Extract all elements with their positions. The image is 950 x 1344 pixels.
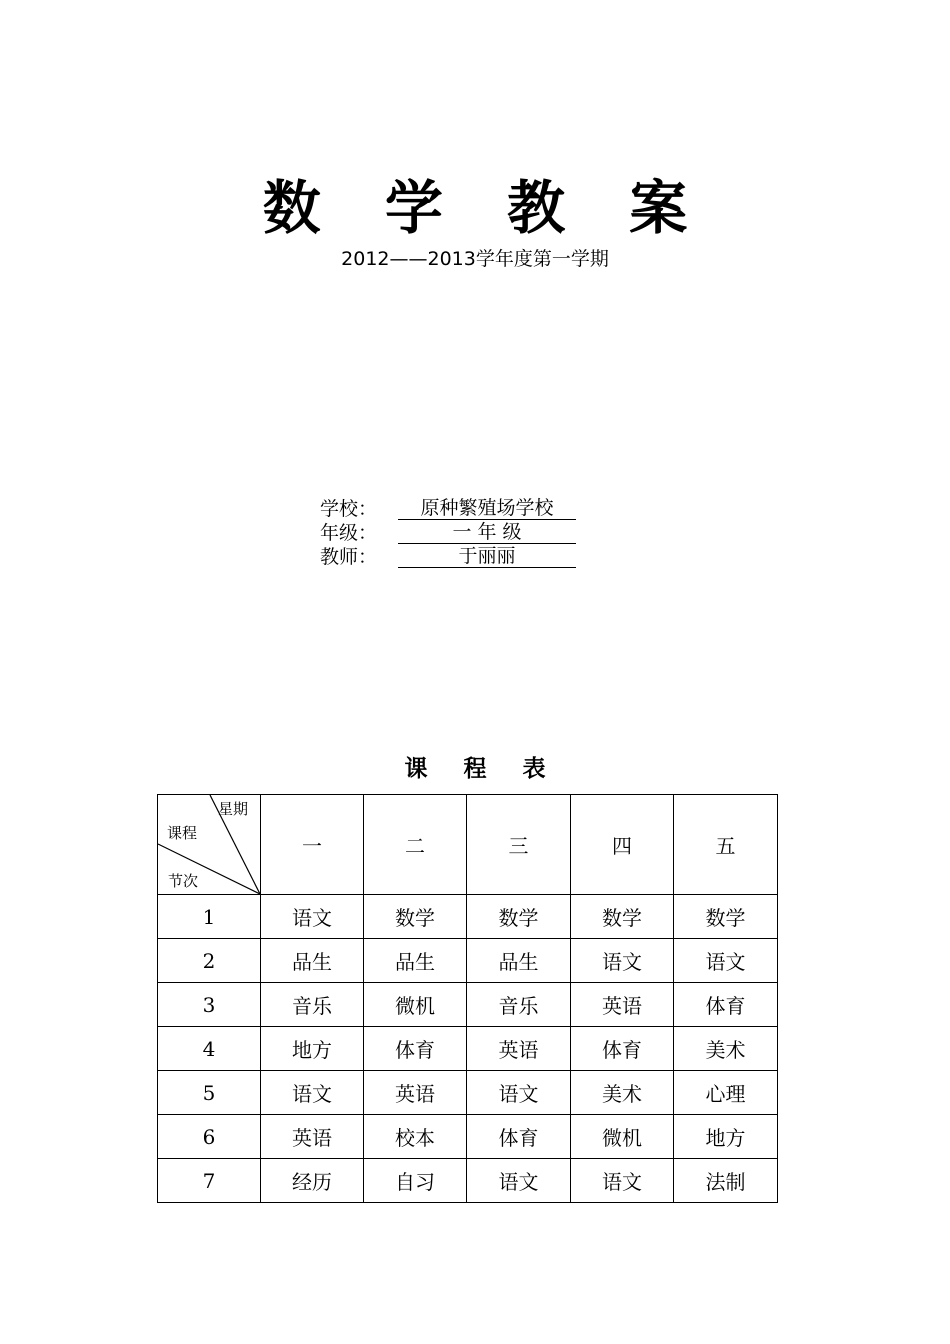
corner-weekday-label: 星期 <box>218 800 249 818</box>
subject-cell: 音乐 <box>261 983 364 1027</box>
subject-cell: 法制 <box>674 1159 778 1203</box>
subject-cell: 经历 <box>261 1159 364 1203</box>
table-row <box>158 983 778 1027</box>
subject-cell: 自习 <box>364 1159 467 1203</box>
teacher-info-block <box>320 497 620 569</box>
table-row <box>158 1159 778 1203</box>
subject-cell: 品生 <box>467 939 571 983</box>
subject-cell: 数学 <box>364 895 467 939</box>
teacher-label: 教师： <box>320 546 378 568</box>
period-number: 3 <box>158 983 261 1027</box>
subject-cell: 语文 <box>261 895 364 939</box>
school-year-subtitle: 2012——2013学年度第一学期 <box>341 248 609 270</box>
day-header: 二 <box>364 795 467 895</box>
subject-cell: 音乐 <box>467 983 571 1027</box>
subject-cell: 英语 <box>364 1071 467 1115</box>
day-header: 一 <box>261 795 364 895</box>
subject-cell: 数学 <box>467 895 571 939</box>
subject-cell: 校本 <box>364 1115 467 1159</box>
subject-cell: 美术 <box>674 1027 778 1071</box>
subject-cell: 英语 <box>571 983 674 1027</box>
grade-label: 年级： <box>320 522 378 544</box>
subject-cell: 体育 <box>467 1115 571 1159</box>
subject-cell: 美术 <box>571 1071 674 1115</box>
document-title: 数 学 教 案 <box>262 174 710 242</box>
table-row <box>158 1071 778 1115</box>
subject-cell: 语文 <box>571 1159 674 1203</box>
schedule-title: 课 程 表 <box>404 756 560 782</box>
corner-header-cell <box>158 795 261 895</box>
subject-cell: 品生 <box>364 939 467 983</box>
subject-cell: 微机 <box>571 1115 674 1159</box>
period-number: 6 <box>158 1115 261 1159</box>
day-header: 五 <box>674 795 778 895</box>
corner-course-label: 课程 <box>167 824 198 842</box>
teacher-row <box>320 545 620 569</box>
teacher-value: 于丽丽 <box>398 545 576 568</box>
subject-cell: 语文 <box>467 1159 571 1203</box>
period-number: 5 <box>158 1071 261 1115</box>
subject-cell: 地方 <box>674 1115 778 1159</box>
corner-period-label: 节次 <box>168 872 199 890</box>
table-row <box>158 895 778 939</box>
subject-cell: 体育 <box>364 1027 467 1071</box>
subject-cell: 语文 <box>571 939 674 983</box>
table-row <box>158 939 778 983</box>
table-row <box>158 1027 778 1071</box>
subject-cell: 数学 <box>674 895 778 939</box>
subject-cell: 语文 <box>467 1071 571 1115</box>
school-label: 学校： <box>320 498 378 520</box>
header-row <box>158 795 778 895</box>
class-schedule-table <box>157 794 778 1203</box>
school-value: 原种繁殖场学校 <box>398 497 576 520</box>
day-header: 三 <box>467 795 571 895</box>
subject-cell: 数学 <box>571 895 674 939</box>
period-number: 7 <box>158 1159 261 1203</box>
subject-cell: 语文 <box>261 1071 364 1115</box>
subject-cell: 品生 <box>261 939 364 983</box>
school-row <box>320 497 620 521</box>
subject-cell: 心理 <box>674 1071 778 1115</box>
subject-cell: 地方 <box>261 1027 364 1071</box>
period-number: 4 <box>158 1027 261 1071</box>
table-row <box>158 1115 778 1159</box>
grade-row <box>320 521 620 545</box>
subject-cell: 体育 <box>571 1027 674 1071</box>
period-number: 2 <box>158 939 261 983</box>
subject-cell: 英语 <box>467 1027 571 1071</box>
subject-cell: 体育 <box>674 983 778 1027</box>
grade-value: 一 年 级 <box>398 521 576 544</box>
period-number: 1 <box>158 895 261 939</box>
subject-cell: 语文 <box>674 939 778 983</box>
subject-cell: 微机 <box>364 983 467 1027</box>
day-header: 四 <box>571 795 674 895</box>
subject-cell: 英语 <box>261 1115 364 1159</box>
